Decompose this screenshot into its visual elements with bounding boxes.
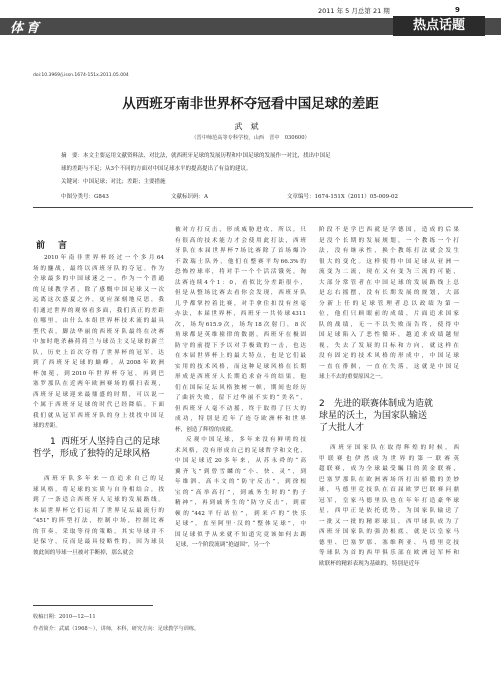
text-line: 是保守，反而是最具侵略性的，因为球员 — [33, 539, 164, 545]
page-number: 9 — [455, 6, 460, 14]
text-line: 到了一条适合西班牙人足球的发展路线。 — [33, 497, 164, 503]
text-line: 到了西班牙足球的巅峰。从2008年欧洲 — [33, 360, 164, 366]
text-line: 球上不去的重要原因之一。 — [319, 374, 387, 380]
text-line: 但是从整场比赛去看你会发现，西班牙队 — [175, 290, 306, 296]
text-line: 实用的技术风格，而这种足球风格在长期 — [175, 363, 306, 370]
section-badge: 热点话题 — [393, 16, 485, 36]
text-line: 杯加冕，到2010年世界杯夺冠，再到巴 — [33, 370, 164, 377]
text-line: 是没个长期的发展规划，一个教练一个打 — [319, 237, 459, 244]
text-line: 防守的前提下予以对手极致的一击，也达 — [175, 342, 306, 349]
text-line: 我们就从冠军西班牙队的身上找找中国足 — [33, 412, 164, 419]
section-2-title-line-2: 球星的沃土，为国家队输送 — [319, 411, 428, 421]
text-line: 本届世界杯它们运用了世界足坛最流行的 — [33, 507, 164, 514]
text-line: 彼此间的导球一旦被对手断掉，那么就会 — [33, 549, 134, 556]
text-line: 西班牙队多年来一直追求自己的足 — [44, 476, 164, 482]
text-line: 球，马德里竞技队在首届欧罗巴联赛问鼎 — [319, 487, 459, 493]
article-title: 从西班牙南非世界杯夺冠看中国足球的差距 — [122, 96, 379, 112]
text-line: 没有固定的技术风格的形成中，中国足球 — [319, 353, 459, 359]
text-line: 国足球陷入了恶性循环，越追求成绩越短 — [319, 332, 459, 338]
text-line: 宝的“高举高打”，到戚务生时的“豹子 — [175, 489, 306, 496]
text-line: 大部分常管者在中国足球的发展路线上总 — [319, 279, 459, 286]
section-2-number: 2 — [319, 399, 325, 409]
text-line: 在哪里，由什么本组世界杯技术流的最具 — [33, 318, 164, 324]
text-line: 汰赛连续4个1：0，看似比分差距很小， — [175, 279, 306, 286]
text-line: 场的鏖战，最终以西班牙队的夺冠。作为 — [33, 265, 164, 272]
text-line: 很大的变化。这样使得中国足球从亚洲一 — [319, 258, 459, 265]
text-line: 足球”，直至阿里·汉的“整体足球”，中 — [175, 521, 306, 527]
text-line: 牙队在本届世界杯7场比赛除了首场爆冷 — [175, 248, 306, 254]
text-line: 形成是西班牙人长期追求奋斗的结果，他 — [175, 374, 306, 380]
abstract-rule — [33, 207, 473, 208]
text-line: 位，他们只顾眼前的成绩，片面追求国家 — [319, 311, 459, 317]
section-2-title-line-1: 先进的联赛体制成为造就 — [334, 399, 434, 409]
text-line: 们通过世界的观察看多面，我们真正的差距 — [33, 307, 164, 314]
text-line: 法，没有继承性，换个教练打法就会发生 — [319, 248, 459, 254]
text-line: 队，历史上首次夺得了世界杯的冠军，达 — [33, 349, 164, 356]
text-line: 角球都是英维撞律的数据，西班牙在极固 — [175, 332, 306, 338]
text-line: 中加时绝杀赫荷荷兰与球员主义足球的新兰 — [33, 339, 164, 345]
text-line: 翼齐飞”到曾雪麟的“小、快、灵”，到 — [175, 468, 306, 475]
section-1-body-c — [175, 435, 306, 551]
text-line: 精神”，再到戚务生的“防守反击”，到霍 — [175, 500, 306, 506]
article-number: 文章编号：1674-151X（2011）05-009-02 — [287, 194, 398, 200]
section-1-title-line-1: 西班牙人坚持自己的足球 — [61, 437, 161, 447]
text-line: 德里、巴塞罗那、塞维利亚、马德里竞技 — [319, 539, 459, 546]
text-line: 恐怖控球率，将对手一个个活活饿死，淘 — [175, 269, 306, 275]
text-line: 了曲折失败，留下过华丽不实的“美名”， — [175, 395, 306, 401]
clc-number: 中图分类号：G843 — [61, 194, 109, 200]
text-line: 年维泗、高丰文的“防守反击”，到徐根 — [175, 479, 306, 485]
text-line: 的节奏，采取等待的策略，其实导球并不 — [33, 528, 164, 535]
abstract-line-1: 摘 要：本文主要运用文献资料法、对比法，就西班牙足球的发展历程和中国足球的发展作一对比，找出中国足 — [61, 153, 331, 159]
text-line: 术风格，没有形成自己的足球哲学和文化， — [175, 447, 306, 454]
text-line: 们在国际足坛风格独树一帜，期间也经历 — [175, 384, 306, 391]
issue-info: 2011 年 5 月总第 21 期 — [318, 7, 390, 15]
affiliation: （晋中师范高等专科学校，山西 晋中 030600） — [191, 135, 310, 141]
section-2-title-line-3: 了大批人才 — [319, 423, 365, 433]
text-line: 一直在徘徊，一直在失落，这就是中国足 — [319, 363, 459, 370]
text-line: 但西班牙人毫不动摇，终于取得了巨大的 — [175, 405, 306, 412]
text-line: 塞罗那队在近两年欧洲赛场的横扫表现， — [33, 381, 164, 387]
text-line: 次，场均615.9次，场均18次射门，8次 — [175, 321, 306, 328]
text-line: 队的战绩，无一不以失败而告终，使得中 — [319, 321, 459, 328]
text-line: 型代表，脚法华丽的西班牙队最终在决赛 — [33, 328, 164, 335]
text-line: 甲联赛也伊然成为世界的第一联赛英 — [319, 455, 459, 462]
text-line: 星，西甲正是依托优势，为国家队输送了 — [319, 508, 459, 514]
journal-logo: 体育 — [10, 21, 43, 36]
author: 武斌 — [234, 122, 267, 131]
text-line: 的足球教学者，除了感慨中国足球又一次 — [33, 286, 164, 293]
text-line: “451”的阵型打法，控制中场，控制比赛 — [33, 518, 164, 524]
text-line: 视，失去了发展的目标和方向，就这样在 — [319, 342, 459, 349]
text-line: 西班牙足球迎来最鼎盛的时期，可以说一 — [33, 391, 164, 398]
text-line: 反观中国足球，多年来没有鲜明的技 — [186, 437, 306, 443]
text-line: 西班牙国家队在取得辉煌的时候，西 — [330, 445, 459, 451]
text-line: 个属于西班牙足球的时代已经降临。下面 — [33, 402, 164, 408]
foreword-body — [33, 253, 164, 432]
text-line: 顿的“442平行站位”，到米卢的“快乐 — [175, 510, 306, 517]
text-line: 有很高的技术能力才会使用此打法，西班 — [175, 237, 306, 244]
foreword-heading: 前 言 — [36, 241, 70, 251]
doi: doi:10.3969/j.issn.1674-151x.2011.05.004 — [33, 73, 129, 78]
section-1-body-b — [175, 225, 306, 435]
section-1-body-a — [33, 474, 164, 558]
text-line: 球风格，将足球的实质与自身相结合，找 — [33, 486, 164, 493]
text-line: 是忘右摇摆，没有长期发展的规划，大部 — [319, 290, 459, 296]
text-line: 阶段不是学巴西就是学德国，造成的后果 — [319, 227, 459, 233]
text-line: 不敌瑞士队外，他们在整赛平均66.3%的 — [175, 258, 306, 265]
text-line: 被对方打反击，形成威胁进攻，所以，只 — [175, 227, 306, 233]
text-line: 2010年南非世界杯经过一个多月64 — [44, 255, 164, 261]
text-line: 流变为二流，现在又有变为三流的可能， — [319, 269, 459, 275]
section-2-body — [319, 443, 459, 569]
text-line: 超联赛，成为全球最受瞩目的黄金联赛， — [319, 466, 459, 472]
author-bio: 作者简介：武斌（1968～），讲师，本科，研究方向：足球教学与训练。 — [33, 626, 200, 632]
text-line: 在本届世界杯上的最大特点，也是它们最 — [175, 353, 306, 359]
text-line: 一批又一批的精彩球员，西甲球队成为了 — [319, 518, 459, 525]
section-1-title-line-2: 哲学，形成了独特的足球风格 — [33, 449, 151, 459]
text-line: 中国足球近20多年来，从苏永舜的“高 — [175, 458, 306, 464]
text-line: 国足球似乎从来就不知道究竟该如何去踢 — [175, 531, 306, 538]
text-line: 欧联杯的精彩表现为基础的，特别是近年 — [319, 560, 420, 567]
text-line: 杯，创造了辉煌的成就。 — [175, 426, 237, 433]
text-line: 远离这次盛夏之外，更应深刻地反思，我 — [33, 297, 164, 303]
column-3-body — [319, 225, 459, 383]
text-line: 几乎都掌控着比赛，对手拿住扣没有丝毫 — [175, 300, 306, 307]
text-line: 全球最多的中国球迷之一，作为一个普通 — [33, 276, 164, 282]
footnote-rule — [33, 605, 153, 606]
text-line: 成功，特别是近年了连夺欧洲杯和世界 — [175, 416, 306, 422]
keywords: 关键词：中国足球；对比；差距；主要措施 — [61, 179, 166, 185]
document-code: 文献标识码：A — [171, 194, 208, 200]
text-line: 冠军，皇家马德里队也在年年打造豪华球 — [319, 497, 459, 504]
text-line: 足球，一个阶段流调“抢逼围”，另一个 — [175, 542, 271, 548]
received-date: 收稿日期：2010—12—11 — [33, 614, 96, 620]
text-line: 球的差距。 — [33, 423, 61, 429]
text-line: 办法，本届世界杯，西班牙一共传球4311 — [175, 311, 306, 317]
abstract-line-2: 球的差距与不足；从3个不同的方面对中国足球水平的提高提出了有益的建议。 — [61, 166, 252, 172]
section-1-number: 1 — [50, 437, 56, 447]
text-line: 分新上任的足球管理者总以政绩为第一 — [319, 300, 459, 307]
text-line: 巴塞罗那队在欧洲赛场所打出骄傲的美妙 — [319, 476, 459, 483]
text-line: 西班牙国家队的强劲根底，就是以皇家马 — [319, 529, 459, 535]
text-line: 等球队为首的西甲俱乐部在欧洲冠军杯和 — [319, 550, 459, 556]
